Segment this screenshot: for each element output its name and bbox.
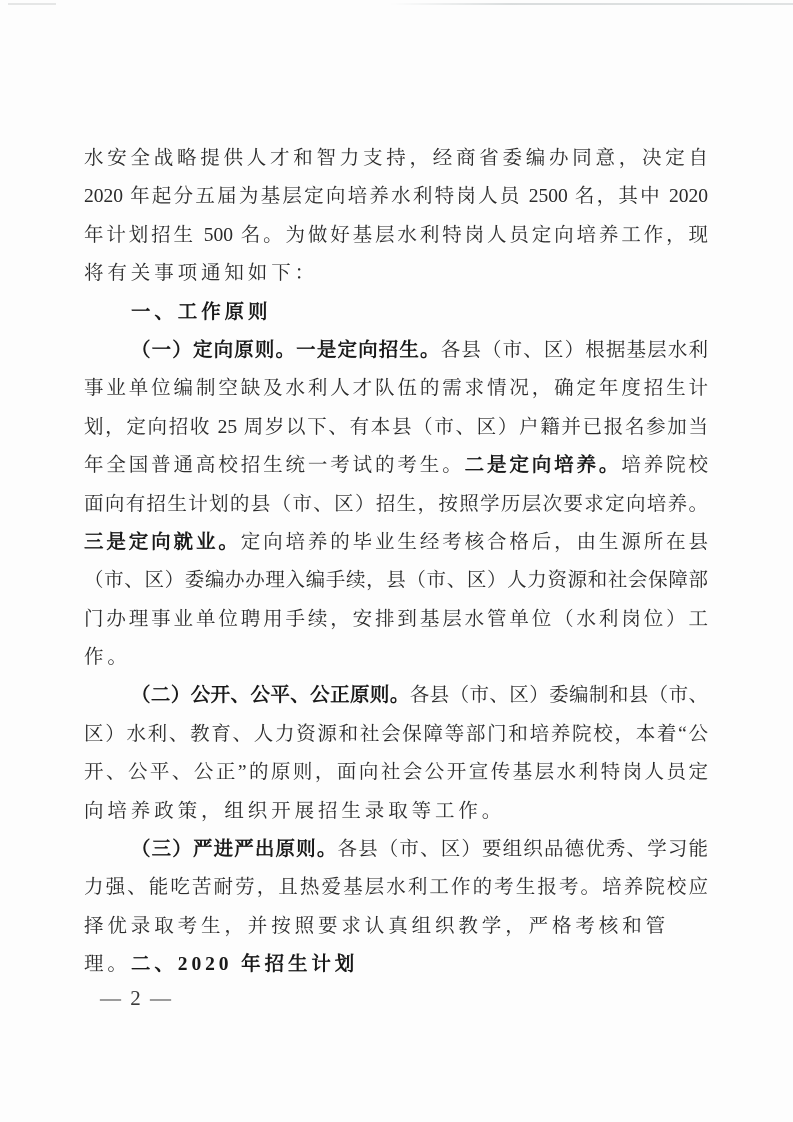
body-text: 面向有招生计划的县（市、区）招生，按照学历层次要求定向培养。 [84, 493, 708, 515]
emphasis-text: 一、工作原则 [131, 301, 272, 323]
text-line [84, 178, 708, 216]
text-line [84, 370, 708, 408]
body-text: 定向培养的毕业生经考核合格后，由生源所在县 [240, 531, 708, 553]
emphasis-text: （二）公开、公平、公正原则。 [131, 685, 410, 707]
body-text: 择优录取考生，并按照要求认真组织教学，严格考核和管理。 [84, 915, 670, 976]
emphasis-text: 三是定向就业。 [84, 531, 241, 553]
body-text: 将有关事项通知如下： [84, 263, 319, 285]
text-line [84, 217, 708, 255]
body-text: 区）水利、教育、人力资源和社会保障等部门和培养院校，本着“公 [84, 723, 708, 745]
emphasis-text: 一是定向招生。 [296, 339, 441, 361]
emphasis-text: 二是定向培养。 [464, 455, 622, 477]
body-text: 力强、能吃苦耐劳，且热爱基层水利工作的考生报考。培养院校应 [84, 877, 708, 899]
scan-artifact-mark [8, 3, 56, 5]
text-line [84, 409, 708, 447]
heading-line [84, 294, 708, 332]
text-line [84, 332, 708, 370]
text-line [84, 486, 708, 524]
body-text: 作。 [84, 647, 131, 669]
text-line [84, 639, 708, 677]
body-text: 事业单位编制空缺及水利人才队伍的需求情况，确定年度招生计 [84, 378, 708, 400]
body-text: （市、区）委编办办理入编手续，县（市、区）人力资源和社会保障部 [84, 570, 708, 592]
emphasis-text: （三）严进严出原则。 [131, 839, 338, 861]
emphasis-text: 二、2020 年招生计划 [131, 954, 359, 976]
text-line [84, 447, 708, 485]
text-line [84, 716, 708, 754]
scan-artifact-line [390, 3, 793, 5]
text-line [84, 677, 708, 715]
body-text: 各县（市、区）要组织品德优秀、学习能 [337, 839, 708, 861]
text-line [84, 601, 708, 639]
body-text: 向培养政策，组织开展招生录取等工作。 [84, 800, 506, 822]
text-line [84, 831, 708, 869]
document-body [84, 140, 708, 985]
text-line [84, 869, 708, 907]
text-line [84, 140, 708, 178]
emphasis-text: （一）定向原则。 [131, 339, 297, 361]
body-text: 年计划招生 500 名。为做好基层水利特岗人员定向培养工作，现 [84, 224, 708, 246]
body-text: 2020 年起分五届为基层定向培养水利特岗人员 2500 名，其中 2020 [84, 186, 708, 208]
body-text: 门办理事业单位聘用手续，安排到基层水管单位（水利岗位）工 [84, 608, 708, 630]
text-line [84, 255, 708, 293]
body-text: 水安全战略提供人才和智力支持，经商省委编办同意，决定自 [84, 148, 708, 169]
text-line [84, 754, 708, 792]
text-line [84, 524, 708, 562]
body-text: 各县（市、区）根据基层水利 [440, 339, 708, 361]
page-number: — 2 — [100, 986, 173, 1010]
body-text: 年全国普通高校招生统一考试的考生。 [84, 455, 465, 477]
heading-line [84, 946, 708, 984]
body-text: 各县（市、区）委编制和县（市、 [409, 685, 708, 707]
body-text: 开、公平、公正”的原则，面向社会公开宣传基层水利特岗人员定 [84, 762, 708, 784]
text-line [84, 793, 708, 831]
body-text: 划，定向招收 25 周岁以下、有本县（市、区）户籍并已报名参加当 [84, 416, 708, 438]
text-line [84, 562, 708, 600]
body-text: 培养院校 [621, 455, 708, 477]
